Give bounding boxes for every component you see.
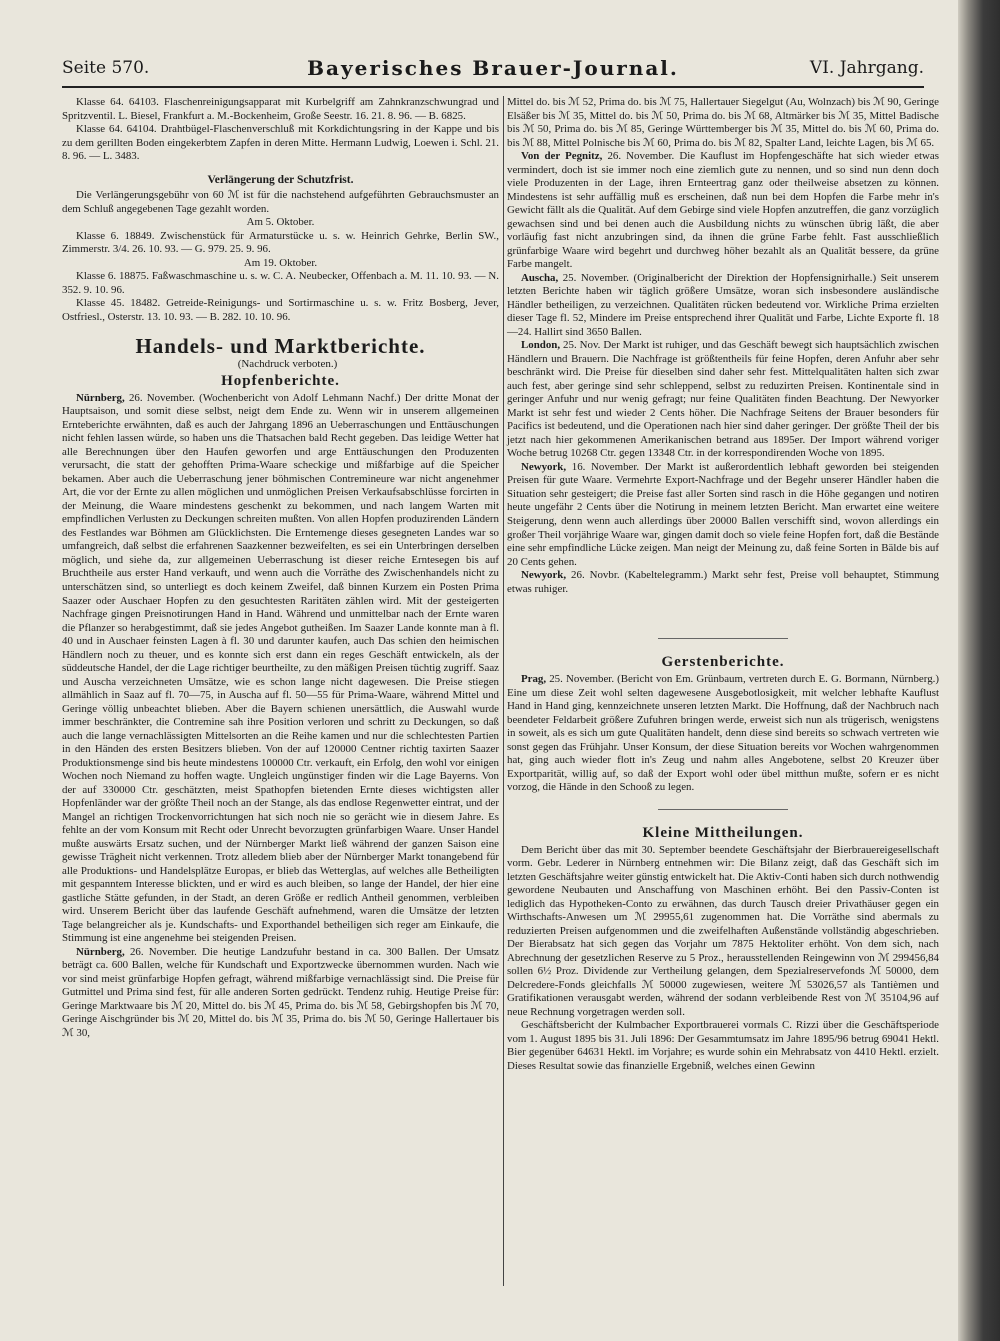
report-place: Newyork, (521, 569, 567, 582)
report-place: London, (521, 339, 561, 352)
patent-entry: Klasse 64. 64104. Drahtbügel-Flaschenverschluß mit Korkdichtungsring in der Kappe und bis zu dem gerillten Boden eingekerbtem Zapfen in deren Mitte. Hermann Ludwig, Loewen i. Schl. 21. 8. 96. — L. 3483. (62, 123, 499, 163)
divider (658, 638, 788, 639)
report-place: Nürnberg, (76, 391, 125, 404)
report-text: 25. November. (Originalbericht der Direktion der Hopfensignirhalle.) Seit unserem letzten Berichte haben wir täglich größere Umsätze, woran sich insbesondere ausländische Händler betheiligen, zu verzeichnen. Qualitäten rücken bedeutend vor. Wirkliche Prima erzielten dieser Tage fl. 52, Mindere im Preise entsprechend ihrer Qualität und Farbe, Lichte Exporte fl. 18—24. Hallirt sind 3650 Ballen. (507, 271, 939, 338)
section-note: (Nachdruck verboten.) (237, 358, 338, 371)
report-continuation: Mittel do. bis ℳ 52, Prima do. bis ℳ 75, Hallertauer Siegelgut (Au, Wolnzach) bis ℳ 90, Geringe Elsäßer bis ℳ 35, Mittel do. bis ℳ 50, Prima do. bis ℳ 68, Altmärker bis ℳ 35, Mittel Badische bis ℳ 50, Prima do. bis ℳ 85, Geringe Württemberger bis ℳ 35, Mittel do. bis ℳ 60, Prima do. bis ℳ 88, Mittel Polnische bis ℳ 60, Prima do. bis ℳ 82, Spalter Land, leichte Lagen, bis ℳ 65. (507, 96, 939, 149)
misc-lederer: Dem Bericht über das mit 30. September beendete Geschäftsjahr der Bierbrauereigesellschaft vorm. Gebr. Lederer in Nürnberg entnehmen wir: Die Bilanz zeigt, daß das Geschäft sich im letzten Geschäftsjahre weiter günstig entwickelt hat. Die Aktiv-Conti haben sich durch nothwendig gewordene Neubauten und Anschaffung von Maschinen erhöht. Bei den Passiv-Conten ist lediglich das Hypotheken-Conto zu erwähnen, das durch Tausch dreier Privathäuser gegen ein Wirthschafts-Anwesen um ℳ 29955,61 zugenommen hat. Die Vorräthe sind abermals zu reduzierten Preisen aufgenommen und die zweifelhaften Außenstände vollständig abgeschrieben. Der Bierabsatz hat sich gegen das Vorjahr um 7875 Hektoliter erhöht. Von dem sich, nach Abrechnung der gesetzlichen Reserve zu 5 Proz., herausstellenden Reingewinn von ℳ 299456,84 sollen 6½ Proz. Dividende zur Vertheilung gelangen, dem Spezialreservefonds ℳ 50000, dem Delcredere-Fonds gleichfalls ℳ 50000 zugewiesen, weitere ℳ 53026,57 als Tantièmen und Gratifikationen verausgabt werden, während der sodann verbleibende Rest von ℳ 35104,96 auf neue Rechnung vorgetragen werden soll. (507, 843, 939, 1018)
hops-title: Hopfenberichte. (221, 372, 340, 389)
report-place: Newyork, (521, 460, 567, 473)
report-text: 26. November. Die heutige Landzufuhr bestand in ca. 300 Ballen. Der Umsatz beträgt ca. 600 Ballen, welche für Kundschaft und Exportzwecke übernommen wurden. Nach wie vor sind meist grünfarbige Hopfen gefragt, während mißfarbige vernachlässigt sind. Die Preise für Gutmittel und Prima sind fest, für alle anderen Sorten gedrückt. Tendenz ruhig. Heutige Preise für: Geringe Marktwaare bis ℳ 20, Mittel do. bis ℳ 45, Prima do. bis ℳ 58, Gebirgshopfen bis ℳ 70, Geringe Aischgründer bis ℳ 20, Mittel do. bis ℳ 35, Prima do. bis ℳ 50, Geringe Hallertauer bis ℳ 30, (62, 945, 499, 1039)
report-text: 26. November. (Wochenbericht von Adolf Lehmann Nachf.) Der dritte Monat der Hauptsaison, und somit diese selbst, neigt dem Ende zu. Wenn wir in unserem allgemeinen Ernteberichte erwähnten, daß es auch der Jahrgang 1896 an Ueberraschungen und Enttäuschungen nicht fehlen lassen würde, so haben uns die Thatsachen bald Recht gegeben. Das leidige Wetter hat alle Berechnungen über den Haufen geworfen und arge Enttäuschungen den Produzenten verursacht, die statt der gehofften Prima-Waare scheckige und mißfarbige auf die Speicher bekamen. Aber auch die Ueberraschung jener böhmischen Contremineure war nicht angenehmer Art, die vor der Ernte zu allen möglichen und unmöglichen Preisen Verkaufsabschlüsse forcirten in der Meinung, die Waare mindestens geschenkt zu bekommen, und nach langem Warten mit empfindlichen Verlusten zu Deckungen schreiten mußten. Von allen Hopfen produzirenden Ländern des Festlandes war Böhmen am Glücklichsten. Die Erntemenge dieses gesegneten Landes war so umfangreich, daß selbst die erfahrenen Saazkenner bezweifelten, es sei ein Unterbringen derselben möglich, und siehe da, zur allgemeinen Ueberraschung ist dieser reiche Erntesegen bis auf Bruchtheile aus erster Hand verkauft, und wenn auch die Vorräthe des Zwischenhandels nicht zu unterschätzen sind, so unterliegt es doch keinem Zweifel, daß binnen Kurzem ein Posten Prima Saazer oder Auschaer Hopfen zu den gesuchtesten Raritäten zählen wird. Mit der gesteigerten Nachfrage gingen Preisnotirungen Hand in Hand. Während und unmittelbar nach der Ernte waren die Pflanzer so herabgestimmt, daß sie jedes Angebot gutheißen. Im Saazer Lande konnte man à fl. 40 und in Auschaer feinsten Lagen à fl. 30 und darunter kaufen, auch Das schien den heimischen Händlern noch zu theuer, und es konnte sich erst dann ein reges Geschäft entwickeln, als der süddeutsche Handel, der die Lage richtiger beurtheilte, zu den mäßigen Preisen tüchtig zugriff. Saaz und Auscha verzeichneten Umsätze, wie es schon lange nicht dagewesen. Die Preise stiegen allmählich in Saaz auf fl. 70—75, in Auscha auf fl. 50—55 für Prima-Waare, während Mittel und Geringe völlig unbeachtet blieben. Aber die Bayern schienen unersättlich, die Auswahl wurde immer beschränkter, die Contremine sah ihre Position verloren und schritt zu Deckungen, so daß auch die lange vernachlässigten Mittelsorten an die Reihe kamen und nur die schlechtesten Partien in den Händen des ersten Besitzers blieben. Von der auf 120000 Centner richtig taxirten Saazer Produktionsmenge sind bis heute mindestens 100000 Ctr. verkauft, ein Erfolg, den wohl vor einigen Wochen noch Niemand zu hoffen wagte. Ungleich ungünstiger finden wir die Lage Bayerns. Von der auf 330000 Ctr. geschätzten, meist Spathopfen bietenden Ernte dieses wichtigsten aller Hopfenländer war der größte Theil noch an der Stange, als das endlose Regenwetter eintrat, und der Mangel an richtigen Trockenvorrichtungen hat sich noch nie so gerächt wie in diesem Jahre. Es fehlte an der vom Konsum mit Recht oder Unrecht bevorzugten grünfarbigen Waare. Unser Handel mußte auswärts Ersatz suchen, und der Nürnberger Markt ließ während der ganzen Saison eine gewisse Trägheit nicht verkennen. Trotz alledem blieb aber der Nürnberger Markt tonangebend für alle Produktions- und Handelsplätze Europas, er blieb das Wetterglas, auf welches alle Betheiligten mit gespanntem Interesse blickten, und er wird es auch bleiben, so lange der Handel, der hier eine gastliche Stätte gefunden, in der Stadt, an deren Größe er redlich Antheil genommen, verbleiben wird. Unserem Bericht über das laufende Geschäft aufnehmend, waren die Umsätze der letzten Tage belangreicher als je. Kundschafts- und Exporthandel betheiligen sich reger am Einkaufe, die Stimmung ist eine angenehme bei steigenden Preisen. (62, 391, 499, 945)
patent-entry: Klasse 64. 64103. Flaschenreinigungsapparat mit Kurbelgriff am Zahnkranzschwungrad und Spritzventil. L. Biesel, Frankfurt a. M.-Bockenheim, Große Seestr. 16. 21. 8. 96. — B. 6825. (62, 96, 499, 122)
section-title: Handels- und Marktberichte. (135, 334, 426, 359)
journal-title: Bayerisches Brauer-Journal. (307, 56, 679, 80)
extension-entry: Klasse 6. 18849. Zwischenstück für Armaturstücke u. s. w. Heinrich Gehrke, Berlin SW., Zimmerstr. 3/4. 26. 10. 93. — G. 979. 25. 9. 96. (62, 229, 499, 256)
report-text: 16. November. Der Markt ist außerordentlich lebhaft geworden bei steigenden Preisen für gute Waare. Vermehrte Export-Nachfrage und der Begehr unserer Händler haben die Situation sehr gesteigert; die Preise fast aller Sorten sind rasch in die Höhe gegangen und notiren heute ungefähr 2 Cents über die Notirung in meinem letzten Bericht. Man erwartet eine weitere Steigerung, denn wenn auch allerdings über 20000 Ballen verschifft sind, wovon allerdings ein großer Theil vorjährige Waare war, gingen damit doch so viele feine Hopfen fort, daß die Bestände eine sehr empfindliche Lücke zeigen. Man neigt der Meinung zu, daß feine Sorten in Bälde bis auf 20 Cents gehen. (507, 460, 939, 568)
right-column (507, 96, 939, 1073)
report-prag (507, 673, 939, 795)
report-text: 25. Nov. Der Markt ist ruhiger, und das Geschäft bewegt sich hauptsächlich zwischen Händlern und Brauern. Die Nachfrage ist größtentheils für feine Hopfen, deren Anfuhr aber sehr beschränkt wird. Die Preise für dieselben sind daher sehr fest. Mittelqualitäten halten sich zwar auch fest, aber geringe sind sehr schleppend, selbst zu reduzirten Preisen. Kontinentale sind in geringer Anfuhr und nur wenig gefragt; nur feine Qualitäten finden Beachtung. Der Newyorker Markt ist sehr fest und wieder 2 Cents höher. Die Nachfrage Seitens der Brauer besonders für Pacifics ist bedeutend, und die Operationen nach hier sind daher geringer. Der größte Theil der bis jetzt nach hier gekommenen Amerikanischen betrand aus 1895er. Der Import während voriger Woche betrug 10268 Ctr. gegen 13348 Ctr. in der korrespondirenden Woche von 1895. (507, 339, 939, 460)
report-newyork (507, 461, 939, 569)
report-text: 26. November. Die Kauflust im Hopfengeschäfte hat sich wieder etwas vermindert, doch ist sie immer noch eine ziemlich gute zu nennen, und so sind nun denn doch viele Produzenten in der Lage, ihren Ernteertrag ganz oder theilweise absetzen zu können. Mindestens ist sehr auffällig muß es erscheinen, daß nun bei dem Hopfen die Farbe mehr in's Gewicht fällt als die Qualität. Auf dem Gebirge sind viele Hopfen anzutreffen, die ganz vorzüglich gewachsen sind und bei denen auch die Ausbildung nichts zu wünschen übrig läßt, die aber vorläufig fast nicht anzubringen sind, da ihnen die grüne Farbe fehlt. Fast ausschließlich grünfarbige Waare wird begehrt und durchweg höher bezahlt als an Qualität bessere, da grüne Farbe mangelt. (507, 150, 939, 271)
report-text: 25. November. (Bericht von Em. Grünbaum, vertreten durch E. G. Bormann, Nürnberg.) Eine um diese Zeit wohl selten dagewesene Ausgebotlosigkeit, mit welcher lebhafte Kauflust Hand in Hand ging, kennzeichnete unseren letzten Markt. Die Hoffnung, daß der Nachbruch nach beendeter Feldarbeit größere Zufuhren bringen werde, erweist sich nun als trügerisch, wenigstens in soweit, als es sich um gute Qualitäten handelt, denn diese sind bereits so schwach vertreten wie sonst gegen das Frühjahr. Unser Konsum, der diese Situation bereits vor Wochen wahrgenommen hat, ging auch wieder flott in's Zeug und nahm alles Angebotene, selbst 20 Kreuzer über Exportparität, willig auf, so daß der Export wohl oder übel mitthun mußte, sofern er es nicht vorzog, die Hände in den Schooß zu legen. (507, 673, 939, 794)
misc-title: Kleine Mittheilungen. (642, 824, 804, 841)
page-edge-shadow (958, 0, 1000, 1341)
report-place: Prag, (521, 673, 547, 686)
report-place: Auscha, (521, 271, 559, 284)
date-heading: Am 19. Oktober. (243, 256, 318, 269)
report-auscha (507, 272, 939, 340)
volume-label: VI. Jahrgang. (809, 58, 924, 78)
report-text: 26. Novbr. (Kabeltelegramm.) Markt sehr fest, Preise voll behauptet, Stimmung etwas ruhiger. (507, 569, 939, 595)
extension-entry: Klasse 6. 18875. Faßwaschmaschine u. s. w. C. A. Neubecker, Offenbach a. M. 11. 10. 93. — N. 352. 9. 10. 96. (62, 270, 499, 296)
extension-heading: Verlängerung der Schutzfrist. (207, 173, 354, 186)
report-place: Von der Pegnitz, (521, 150, 603, 163)
page-number: Seite 570. (62, 58, 150, 78)
report-place: Nürnberg, (76, 945, 125, 958)
extension-entry: Klasse 45. 18482. Getreide-Reinigungs- und Sortirmaschine u. s. w. Fritz Bosberg, Jever, Ostfriesl., Osterstr. 13. 10. 93. — B. 282. 10. 10. 96. (62, 297, 499, 323)
report-nuernberg-weekly (62, 392, 499, 946)
report-london (507, 339, 939, 461)
date-heading: Am 5. Oktober. (246, 216, 315, 229)
left-column (62, 96, 499, 1041)
report-nuernberg-daily (62, 946, 499, 1041)
report-pegnitz (507, 150, 939, 272)
divider (658, 809, 788, 810)
misc-rizzi: Geschäftsbericht der Kulmbacher Exportbrauerei vormals C. Rizzi über die Geschäftsperiode vom 1. August 1895 bis 31. Juli 1896: Der Gesammtumsatz im Jahre 1895/96 betrug 69041 Hektl. Bier gegenüber 64631 Hektl. im Vorjahre; es wurde sohin ein Mehrabsatz von 4410 Hektl. erzielt. Dieses Resultat sowie das finanzielle Ergebniß, welches einen Gewinn (507, 1019, 939, 1072)
report-newyork-cable (507, 569, 939, 596)
page-header (62, 56, 924, 88)
barley-title: Gerstenberichte. (661, 654, 785, 671)
column-divider (503, 96, 504, 1286)
extension-text: Die Verlängerungsgebühr von 60 ℳ ist für die nachstehend aufgeführten Gebrauchsmuster an dem Schluß angegebenen Tage gezahlt worden. (62, 189, 499, 215)
